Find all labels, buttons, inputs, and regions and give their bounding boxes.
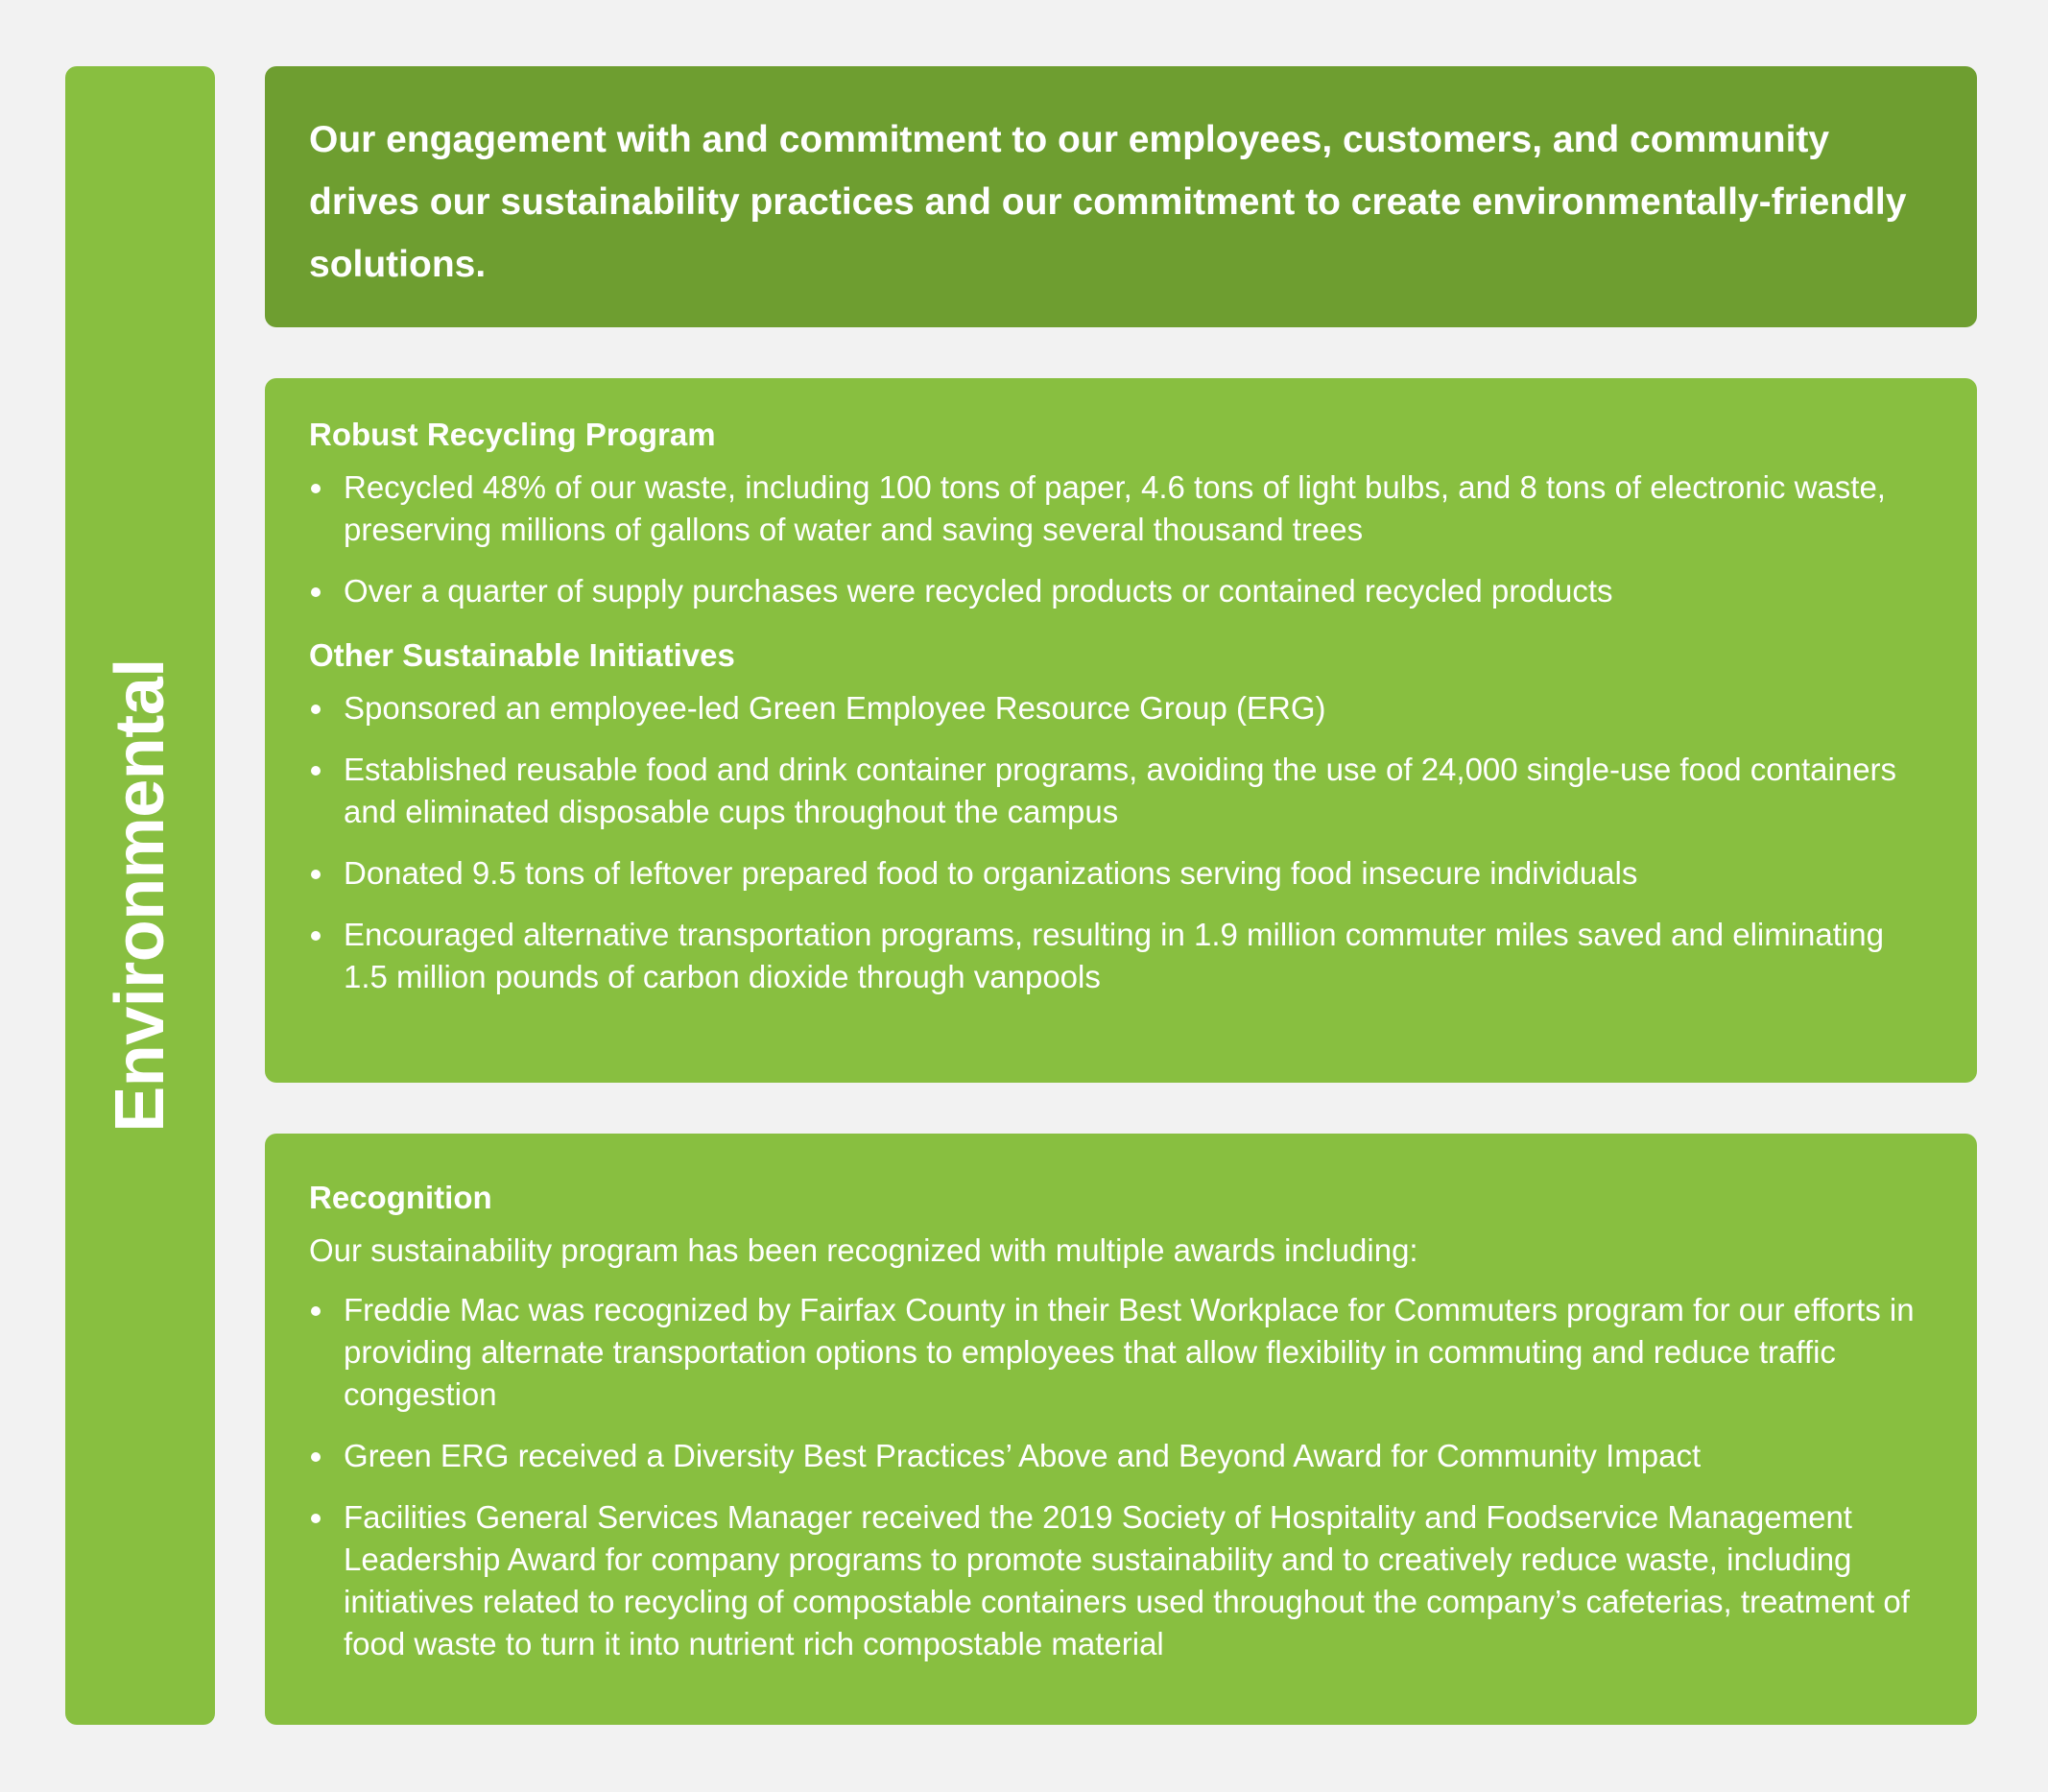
list-item-text: Encouraged alternative transportation programs, resulting in 1.9 million commuter miles saved and eliminating 1.5 million pounds of carbon dioxide through vanpools [344, 917, 1884, 994]
recycling-heading: Robust Recycling Program [309, 417, 716, 452]
bullet-icon [311, 705, 321, 714]
list-item-text: Donated 9.5 tons of leftover prepared food to organizations serving food insecure individuals [344, 855, 1638, 891]
list-item-text: Freddie Mac was recognized by Fairfax County in their Best Workplace for Commuters program for our efforts in providing alternate transportation options to employees that allow flexibility in commuting and reduce traffic congestion [344, 1292, 1915, 1412]
list-item [309, 1289, 1933, 1416]
initiatives-heading: Other Sustainable Initiatives [309, 637, 735, 673]
initiatives-list [309, 687, 1933, 998]
list-item-text: Recycled 48% of our waste, including 100 tons of paper, 4.6 tons of light bulbs, and 8 tons of electronic waste, preserving millions of gallons of water and saving several thousand trees [344, 469, 1886, 547]
list-item-text: Established reusable food and drink container programs, avoiding the use of 24,000 single-use food containers and eliminated disposable cups throughout the campus [344, 752, 1897, 829]
list-item-text: Over a quarter of supply purchases were recycled products or contained recycled products [344, 573, 1613, 609]
bullet-icon [311, 931, 321, 941]
recycling-list [309, 466, 1933, 612]
intro-panel [265, 66, 1977, 327]
bullet-icon [311, 484, 321, 493]
bullet-icon [311, 766, 321, 776]
list-item-text: Sponsored an employee-led Green Employee Resource Group (ERG) [344, 690, 1326, 726]
list-item-text: Facilities General Services Manager received the 2019 Society of Hospitality and Foodservice Management Leadership Award for company programs to promote sustainability and to creatively reduce waste, including initiatives related to recycling of compostable containers used throughout the company’s cafeterias, treatment of food waste to turn it into nutrient rich compostable material [344, 1499, 1910, 1661]
bullet-icon [311, 1452, 321, 1462]
bullet-icon [311, 1306, 321, 1316]
recognition-intro: Our sustainability program has been recognized with multiple awards including: [309, 1232, 1418, 1268]
section-sidebar [65, 66, 215, 1725]
list-item [309, 1496, 1933, 1665]
list-item-text: Green ERG received a Diversity Best Practices’ Above and Beyond Award for Community Impact [344, 1438, 1702, 1473]
recognition-list [309, 1289, 1933, 1665]
bullet-icon [311, 587, 321, 597]
bullet-icon [311, 870, 321, 879]
section-title: Environmental [102, 658, 179, 1133]
list-item [309, 466, 1933, 551]
recognition-heading: Recognition [309, 1180, 492, 1215]
recognition-panel [265, 1134, 1977, 1725]
list-item [309, 687, 1933, 729]
programs-panel [265, 378, 1977, 1083]
list-item [309, 1435, 1933, 1477]
list-item [309, 749, 1933, 833]
list-item [309, 852, 1933, 895]
list-item [309, 570, 1933, 612]
bullet-icon [311, 1514, 321, 1523]
intro-statement: Our engagement with and commitment to our employees, customers, and community drives our sustainability practices and our commitment to create environmentally-friendly solutions. [309, 119, 1907, 285]
list-item [309, 914, 1933, 998]
